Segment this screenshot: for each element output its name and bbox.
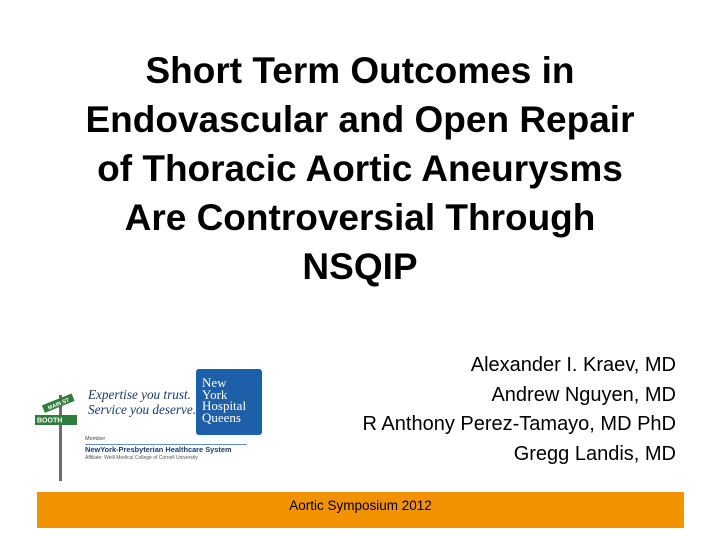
tagline-line: Expertise you trust. [88, 387, 191, 402]
author: Gregg Landis, MD [513, 442, 676, 465]
member-label: Member [85, 436, 106, 442]
member-system: NewYork-Presbyterian Healthcare System [85, 445, 232, 454]
author-list [363, 351, 676, 469]
author: Alexander I. Kraev, MD [470, 354, 676, 376]
slide-title [40, 46, 680, 291]
logo-tagline [88, 387, 196, 417]
author: Andrew Nguyen, MD [491, 383, 676, 406]
footer-text: Aortic Symposium 2012 [289, 498, 432, 513]
footer-bar [37, 492, 684, 528]
sign-main: MAIN ST [47, 397, 71, 412]
title-line: NSQIP [302, 246, 418, 287]
member-affiliation: Affiliate: Weill Medical College of Cornell University [85, 455, 198, 461]
tagline-line: Service you deserve. [88, 402, 197, 417]
hospital-badge [196, 369, 262, 435]
hospital-logo [33, 363, 265, 481]
author: R Anthony Perez-Tamayo, MD PhD [362, 413, 676, 435]
title-line: Short Term Outcomes in [145, 50, 575, 91]
sign-booth: BOOTH [37, 417, 63, 425]
title-line: Endovascular and Open Repair [85, 99, 635, 140]
street-sign-icon [33, 389, 85, 481]
hospital-name: New York Hospital Queens [202, 375, 247, 425]
title-line: of Thoracic Aortic Aneurysms [97, 148, 623, 189]
title-line: Are Controversial Through [124, 197, 596, 238]
